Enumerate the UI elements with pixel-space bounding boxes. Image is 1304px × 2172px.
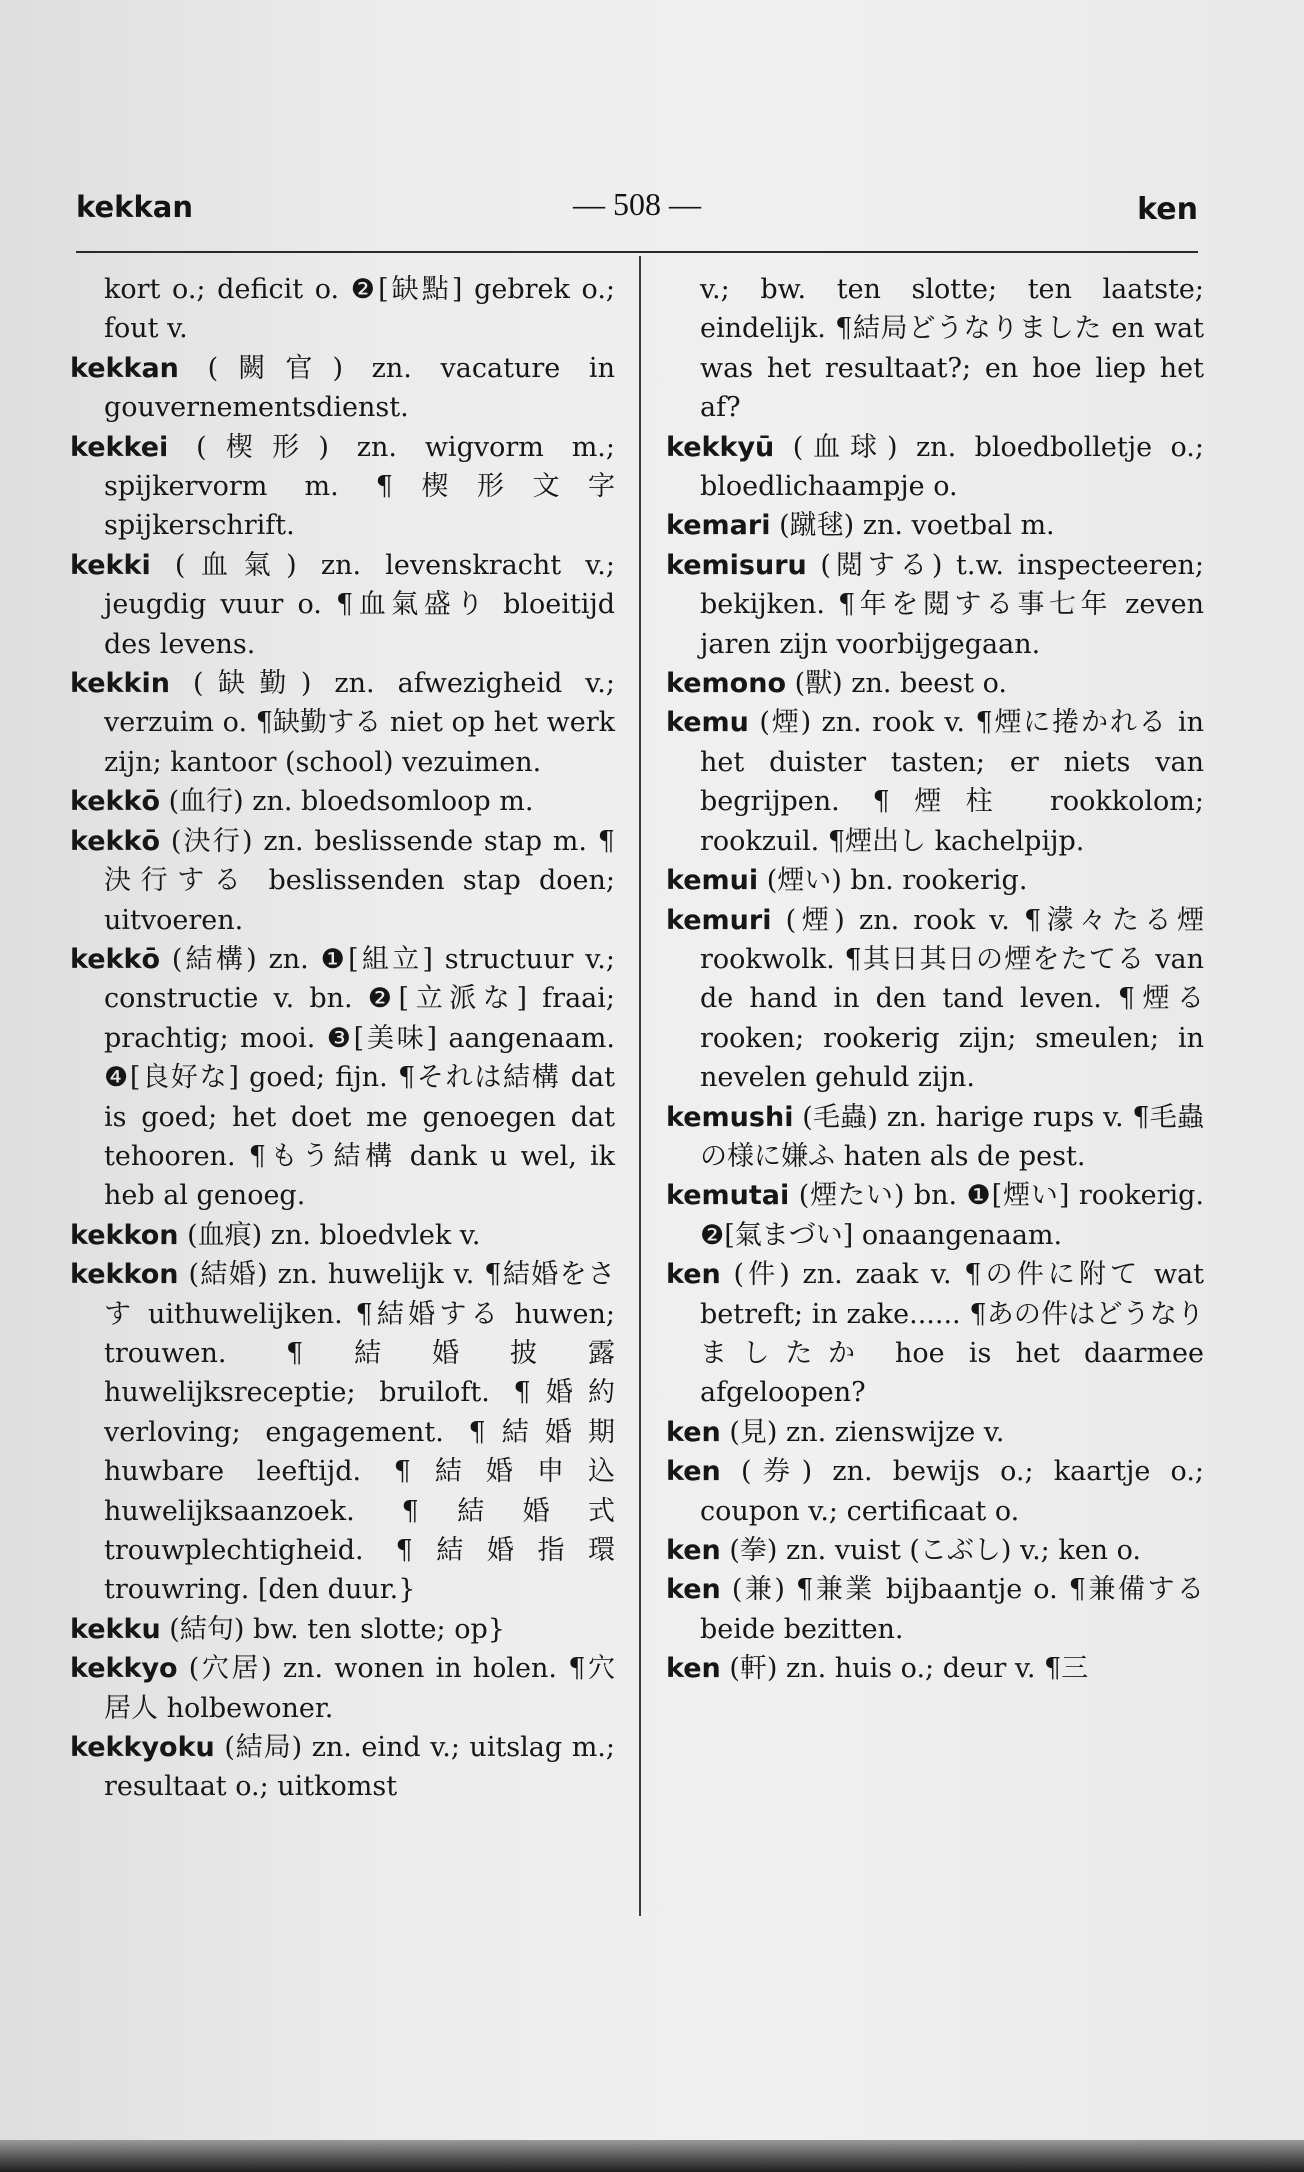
entry-headword: kekkō [70, 943, 161, 975]
dictionary-entry [666, 703, 1204, 861]
dictionary-entry [666, 861, 1204, 900]
entry-kanji: (結構) [171, 943, 257, 975]
dictionary-entry [70, 270, 615, 349]
dictionary-entry [666, 664, 1204, 703]
entry-kanji: (穴居) [188, 1653, 272, 1685]
page-number: — 508 — [573, 186, 701, 222]
entry-headword: kekkon [70, 1219, 179, 1251]
dictionary-entry [70, 1255, 615, 1610]
entry-kanji: (閲する) [820, 549, 943, 581]
dictionary-entry [70, 1216, 615, 1255]
entry-definition: zn. zienswijze v. [786, 1416, 1005, 1448]
entry-kanji: (毛蟲) [802, 1101, 878, 1133]
header-last-headword: ken [1137, 192, 1198, 227]
entry-headword: kemari [666, 510, 771, 542]
entry-definition: zn. bloedsomloop m. [252, 786, 534, 818]
entry-kanji: (煙) [785, 904, 845, 936]
entry-definition: zn. huwelijk v. ¶結婚をさす uithuwelijken. ¶結婚する huwen; trouwen. ¶結婚披露 huwelijksreceptie; bruiloft. ¶婚約 verloving; engagement. ¶結婚期 huwbare leeftijd. ¶結婚申込 huwelijksaanzoek. ¶結婚式 trouwplechtigheid. ¶結婚指環 trouwring. [den duur.} [104, 1259, 615, 1606]
entry-headword: kekku [70, 1613, 161, 1645]
entry-definition: zn. vuist (こぶし) v.; ken o. [786, 1535, 1142, 1566]
dictionary-entry [666, 1413, 1204, 1452]
entry-definition: zn. levenskracht v.; jeugdig vuur o. ¶血氣盛り bloeitijd des levens. [104, 549, 615, 660]
entry-definition: zn. ❶[組立] structuur v.; constructie v. bn. ❷[立派な] fraai; prachtig; mooi. ❸[美味] aangenaam. ❹[良好な] goed; fijn. ¶それは結構 dat is goed; het doet me genoegen dat tehooren. ¶もう結構 dank u wel, ik heb al genoeg. [104, 943, 615, 1212]
entry-definition: zn. eind v.; uitslag m.; resultaat o.; uitkomst [104, 1732, 615, 1803]
entry-headword: kekkei [70, 431, 169, 463]
entry-definition: zn. harige rups v. ¶毛蟲の様に嫌ふ haten als de pest. [700, 1101, 1204, 1172]
entry-definition: zn. bewijs o.; kaartje o.; coupon v.; certificaat o. [700, 1456, 1204, 1527]
entry-headword: kemushi [666, 1101, 794, 1133]
dictionary-entry [70, 782, 615, 821]
entry-headword: kekkyoku [70, 1732, 215, 1764]
dictionary-entry [666, 506, 1204, 545]
entry-definition: zn. wonen in holen. ¶穴居人 holbewoner. [104, 1653, 615, 1724]
entry-kanji: (血行) [168, 786, 244, 818]
entry-kanji: (血球) [792, 431, 898, 463]
dictionary-entry [666, 1531, 1204, 1570]
entry-headword: kemui [666, 865, 759, 897]
dictionary-entry [70, 664, 615, 782]
header-rule [76, 251, 1198, 253]
page-header [76, 186, 1198, 230]
entry-definition: zn. voetbal m. [862, 510, 1055, 542]
column-divider [639, 256, 641, 1916]
entry-kanji: (闕官) [207, 352, 343, 384]
entry-headword: ken [666, 1259, 721, 1291]
entry-kanji: (軒) [729, 1653, 778, 1685]
dictionary-entry [70, 1649, 615, 1728]
entry-definition: kort o.; deficit o. ❷[缺點] gebrek o.; fout v. [104, 274, 615, 345]
entry-definition: bw. ten slotte; op} [252, 1613, 505, 1645]
entry-headword: kekki [70, 549, 151, 581]
entry-kanji: (血氣) [174, 549, 297, 581]
entry-kanji: (結局) [224, 1732, 303, 1764]
dictionary-entry [666, 428, 1204, 507]
dictionary-entry [70, 1728, 615, 1807]
entry-headword: ken [666, 1653, 721, 1685]
entry-headword: ken [666, 1456, 721, 1488]
left-column [70, 270, 615, 1807]
entry-headword: kekkō [70, 825, 161, 857]
entry-headword: ken [666, 1416, 721, 1448]
entry-kanji: (件) [733, 1259, 790, 1291]
dictionary-entry [70, 349, 615, 428]
entry-definition: zn. rook v. ¶濛々たる煙 rookwolk. ¶其日其日の煙をたてる van de hand in den tand leven. ¶煙る rooken; rookerig zijn; smeulen; in nevelen gehuld zijn. [700, 904, 1204, 1094]
entry-headword: kemuri [666, 904, 772, 936]
entry-definition: bn. rookerig. [850, 865, 1028, 897]
entry-definition: zn. bloedvlek v. [270, 1219, 481, 1251]
entry-kanji: (血痕) [187, 1219, 263, 1251]
entry-kanji: (煙い) [766, 865, 842, 897]
entry-definition: bn. ❶[煙い] rookerig. ❷[氣まづい] onaangenaam. [700, 1180, 1204, 1251]
entry-kanji: (煙) [759, 707, 812, 739]
dictionary-entry [666, 1452, 1204, 1531]
entry-kanji: (楔形) [196, 431, 329, 463]
entry-kanji: (結句) [169, 1613, 245, 1645]
entry-headword: ken [666, 1574, 721, 1606]
page-edge [0, 2140, 1304, 2172]
entry-definition: zn. vacature in gouvernementsdienst. [104, 352, 615, 424]
entry-headword: ken [666, 1535, 721, 1566]
entry-kanji: (結婚) [188, 1259, 268, 1291]
entry-headword: kemu [666, 707, 749, 739]
entry-kanji: (見) [729, 1416, 778, 1448]
entry-definition: zn. bloedbolletje o.; bloedlichaampje o. [700, 431, 1204, 503]
entry-definition: t.w. inspecteeren; bekijken. ¶年を閲する事七年 zeven jaren zijn voorbijgegaan. [700, 549, 1204, 660]
entry-definition: zn. wigvorm m.; spijkervorm m. ¶楔形文字 spijkerschrift. [104, 431, 615, 542]
entry-kanji: (拳) [729, 1535, 778, 1566]
entry-headword: kemisuru [666, 549, 807, 581]
entry-definition: zn. zaak v. ¶の件に附て wat betreft; in zake...... ¶あの件はどうなりましたか hoe is het daarmee afgeloopen? [700, 1259, 1204, 1409]
entry-kanji: (決行) [170, 825, 253, 857]
entry-headword: kekkō [70, 786, 161, 818]
dictionary-entry [70, 822, 615, 940]
dictionary-entry [70, 940, 615, 1216]
entry-definition: zn. beslissende stap m. ¶決行する beslissenden stap doen; uitvoeren. [104, 825, 615, 936]
dictionary-entry [666, 546, 1204, 664]
entry-definition: v.; bw. ten slotte; ten laatste; eindelijk. ¶結局どうなりました en wat was het resultaat?; en hoe liep het af? [700, 274, 1204, 424]
dictionary-entry [666, 1255, 1204, 1413]
dictionary-entry [666, 270, 1204, 428]
entry-definition: zn. rook v. ¶煙に捲かれる in het duister tasten; er niets van begrijpen. ¶煙柱 rookkolom; rookzuil. ¶煙出し kachelpijp. [700, 707, 1204, 857]
dictionary-entry [70, 1610, 615, 1649]
entry-kanji: (兼) [731, 1574, 785, 1606]
header-first-headword: kekkan [76, 190, 193, 224]
entry-headword: kekkon [70, 1259, 179, 1291]
entry-definition: ¶兼業 bijbaantje o. ¶兼備する beide bezitten. [700, 1574, 1204, 1645]
entry-headword: kekkyū [666, 431, 775, 463]
entry-headword: kekkan [70, 352, 179, 384]
entry-headword: kemutai [666, 1180, 790, 1212]
dictionary-entry [666, 1649, 1204, 1688]
entry-definition: zn. afwezigheid v.; verzuim o. ¶缺勤する niet op het werk zijn; kantoor (school) vezuimen. [104, 668, 615, 778]
entry-kanji: (蹴毬) [779, 510, 855, 542]
right-column [666, 270, 1204, 1689]
entry-kanji: (煙たい) [798, 1180, 905, 1212]
entry-headword: kekkyo [70, 1653, 178, 1685]
dictionary-entry [666, 1098, 1204, 1177]
entry-kanji: (缺勤) [192, 668, 312, 700]
dictionary-entry [70, 428, 615, 546]
entry-kanji: (獸) [794, 668, 843, 700]
entry-definition: zn. beest o. [851, 668, 1007, 700]
dictionary-entry [666, 901, 1204, 1098]
entry-kanji: (券) [740, 1456, 813, 1488]
entry-headword: kemono [666, 668, 786, 700]
dictionary-entry [70, 546, 615, 664]
entry-definition: zn. huis o.; deur v. ¶三 [786, 1653, 1089, 1685]
entry-headword: kekkin [70, 668, 170, 700]
dictionary-entry [666, 1176, 1204, 1255]
dictionary-entry [666, 1570, 1204, 1649]
